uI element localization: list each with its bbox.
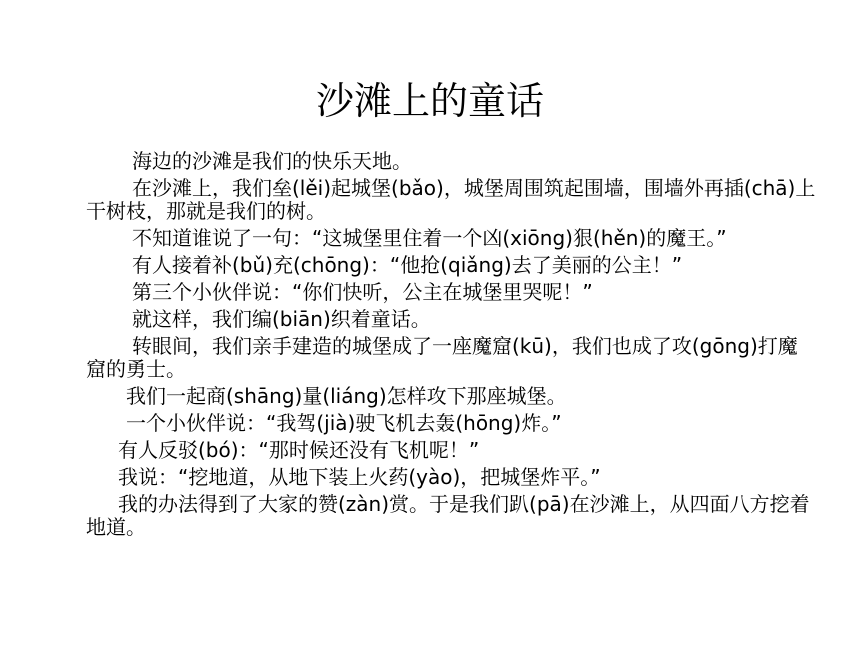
page-title: 沙滩上的童话 (315, 79, 544, 123)
paragraph-5: 第三个小伙伴说：“你们快听，公主在城堡里哭呢！” (132, 280, 593, 304)
paragraph-4: 有人接着补(bǔ)充(chōng)：“他抢(qiǎng)去了美丽的公主！” (132, 253, 683, 277)
paragraph-3: 不知道谁说了一句：“这城堡里住着一个凶(xiōng)狠(hěn)的魔王。” (132, 226, 727, 250)
paragraph-1: 海边的沙滩是我们的快乐天地。 (132, 149, 412, 173)
paragraph-11: 我说：“挖地道，从地下装上火药(yào)，把城堡炸平。” (118, 465, 601, 489)
paragraph-9: 一个小伙伴说：“我驾(jià)驶飞机去轰(hōng)炸。” (126, 411, 562, 435)
paragraph-12: 我的办法得到了大家的赞(zàn)赏。于是我们趴(pā)在沙滩上，从四面八方挖着地道。 (86, 492, 810, 539)
paragraph-10: 有人反驳(bó)：“那时候还没有飞机呢！” (118, 438, 480, 462)
paragraph-7: 转眼间，我们亲手建造的城堡成了一座魔窟(kū)，我们也成了攻(gōng)打魔窟的勇士。 (86, 334, 798, 381)
paragraph-2: 在沙滩上，我们垒(lěi)起城堡(bǎo)，城堡周围筑起围墙，围墙外再插(chā)上干树枝，那就是我们的树。 (86, 176, 816, 223)
paragraph-8: 我们一起商(shāng)量(liáng)怎样攻下那座城堡。 (126, 384, 567, 408)
story-text (86, 150, 816, 543)
paragraph-6: 就这样，我们编(biān)织着童话。 (132, 307, 431, 331)
